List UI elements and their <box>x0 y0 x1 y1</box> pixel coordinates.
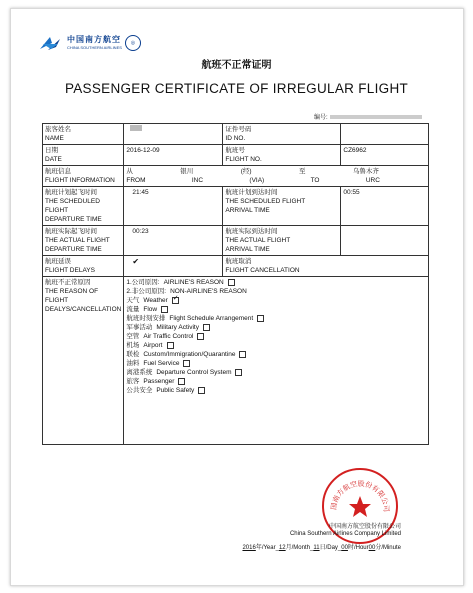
reason-en: Weather <box>143 297 168 304</box>
reason-item <box>126 386 426 395</box>
reason-item <box>126 332 426 341</box>
flight-no-label-cn: 航班号 <box>225 147 245 154</box>
reason-cn: 机场 <box>126 342 140 349</box>
to-code: URC <box>365 177 380 184</box>
id-label-en: ID NO. <box>225 135 246 142</box>
reason-en: Passenger <box>143 378 175 385</box>
month-value: 12 <box>278 545 286 551</box>
reason-cn: 联检 <box>126 351 140 358</box>
reason-item <box>126 359 426 368</box>
reason-cn: 航班时刻安排 <box>126 315 166 322</box>
reason-label-en2: DEALYS/CANCELLATION <box>45 306 122 313</box>
flight-no-value: CZ6962 <box>343 147 367 154</box>
sched-arr-value: 00:55 <box>343 189 360 196</box>
reason-checkbox[interactable] <box>183 360 190 367</box>
reason-cn: 军事活动 <box>126 324 153 331</box>
reason-cn: 2.非公司原因: <box>126 288 167 295</box>
flight-no-label-en: FLIGHT NO. <box>225 156 262 163</box>
info-label-en: FLIGHT INFORMATION <box>45 177 115 184</box>
reason-label-cn: 航班不正常原因 <box>45 279 91 286</box>
reason-checkbox[interactable] <box>161 306 168 313</box>
minute-value: 00 <box>368 545 376 551</box>
emblem-icon: ◎ <box>125 35 141 51</box>
reason-label-en1: THE REASON OF FLIGHT <box>45 288 99 304</box>
reason-checkbox[interactable] <box>203 324 210 331</box>
serial-number <box>314 112 422 121</box>
reason-checkbox[interactable] <box>235 369 242 376</box>
reason-checkbox[interactable] <box>178 378 185 385</box>
reason-cn: 油料 <box>126 360 140 367</box>
sched-dep-en2: DEPARTURE TIME <box>45 216 102 223</box>
reason-en: NON-AIRLINE'S REASON <box>170 288 247 295</box>
sched-dep-cn: 航班计划起飞时间 <box>45 189 97 196</box>
reason-cn: 天气 <box>126 297 140 304</box>
reason-en: Flow <box>143 306 158 313</box>
month-label: 月/Month_ <box>285 545 314 551</box>
reason-item <box>126 350 426 359</box>
flight-form-table <box>42 123 429 445</box>
reason-checkbox[interactable] <box>257 315 264 322</box>
sched-dep-value: 21:45 <box>132 189 149 196</box>
serial-redacted <box>330 115 422 119</box>
name-label-en: NAME <box>45 135 64 142</box>
from-code: INC <box>191 177 204 184</box>
delay-check-mark: ✔ <box>132 257 140 266</box>
day-value: 11 <box>313 545 320 551</box>
hour-value: 00 <box>341 545 348 551</box>
date-label-cn: 日期 <box>45 147 58 154</box>
row-reason <box>43 277 429 445</box>
reason-en: Departure Control System <box>156 369 232 376</box>
row-flight-info <box>43 166 429 187</box>
logo-text-cn: 中国南方航空 <box>67 35 121 44</box>
row-delay <box>43 256 429 277</box>
company-name-cn: 中国南方航空股份有限公司 <box>328 524 401 530</box>
reason-checkbox[interactable] <box>228 279 235 286</box>
info-label-cn: 航班信息 <box>45 168 71 175</box>
reason-cn: 空管 <box>126 333 140 340</box>
act-arr-en2: ARRIVAL TIME <box>225 246 270 253</box>
sched-arr-cn: 航班计划到达时间 <box>225 189 278 196</box>
reason-en: Fuel Service <box>143 360 180 367</box>
reason-item <box>126 287 426 296</box>
reason-item <box>126 278 426 287</box>
reason-item <box>126 368 426 377</box>
title-cn: 航班不正常证明 <box>201 60 272 71</box>
act-dep-value: 00:23 <box>132 228 149 235</box>
to-value-cn: 乌鲁木齐 <box>352 168 379 175</box>
reason-item <box>126 341 426 350</box>
reason-checkbox[interactable] <box>198 387 205 394</box>
reason-en: Military Activity <box>156 324 199 331</box>
minute-label: 分/Minute <box>375 545 401 551</box>
reason-item <box>126 377 426 386</box>
hour-label: 时/Hour <box>347 545 369 551</box>
day-label: 日/Day_ <box>319 545 342 551</box>
row-actual <box>43 226 429 256</box>
reason-cn: 1.公司原因: <box>126 279 160 286</box>
date-value: 2016-12-09 <box>126 147 160 154</box>
kapok-flower-icon <box>38 34 64 52</box>
company-name-en: China Southern Airlines Company Limited <box>289 531 401 537</box>
cancel-label-cn: 航班取消 <box>225 258 252 265</box>
act-arr-cn: 航班实际到达时间 <box>225 228 278 235</box>
from-value-cn: 银川 <box>180 168 194 175</box>
reason-item <box>126 314 426 323</box>
reason-cn: 旅客 <box>126 378 140 385</box>
row-scheduled <box>43 187 429 226</box>
reason-checkbox[interactable] <box>167 342 174 349</box>
reason-en: Flight Schedule Arrangement <box>169 315 254 322</box>
id-label-cn: 证件号码 <box>225 126 252 133</box>
issue-date <box>242 542 401 551</box>
reason-en: Airport <box>143 342 163 349</box>
act-dep-cn: 航班实际起飞时间 <box>45 228 97 235</box>
name-label-cn: 旅客姓名 <box>45 126 71 133</box>
reason-en: Air Traffic Control <box>143 333 194 340</box>
reason-cn: 流量 <box>126 306 140 313</box>
reason-en: Custom/Immigration/Quarantine <box>143 351 236 358</box>
reason-item <box>126 323 426 332</box>
sched-arr-en2: ARRIVAL TIME <box>225 207 270 214</box>
logo-text-en: CHINA SOUTHERN AIRLINES <box>67 45 122 50</box>
to-en: TO <box>310 177 320 184</box>
act-dep-en1: THE ACTUAL FLIGHT <box>45 237 110 244</box>
from-en: FROM <box>126 177 146 184</box>
delay-label-en: FLIGHT DELAYS <box>45 267 95 274</box>
from-cn: 从 <box>126 168 133 175</box>
delay-label-cn: 航班延误 <box>45 258 71 265</box>
reason-en: AIRLINE'S REASON <box>163 279 224 286</box>
title-en: PASSENGER CERTIFICATE OF IRREGULAR FLIGHT <box>64 81 409 96</box>
reason-item <box>126 305 426 314</box>
act-dep-en2: DEPARTURE TIME <box>45 246 102 253</box>
act-arr-en1: THE ACTUAL FLIGHT <box>225 237 291 244</box>
to-cn: 至 <box>298 168 306 175</box>
via-cn: (经) <box>240 168 252 175</box>
year-value: 2016 <box>242 545 256 551</box>
row-date <box>43 145 429 166</box>
reason-item <box>126 296 426 305</box>
sched-dep-en1: THE SCHEDULED FLIGHT <box>45 198 100 214</box>
reason-list <box>126 278 426 395</box>
name-redacted <box>130 125 142 131</box>
reason-checkbox[interactable] <box>197 333 204 340</box>
reason-en: Public Safety <box>156 387 195 394</box>
airline-logo <box>38 34 141 52</box>
via-en: (VIA) <box>249 177 265 184</box>
row-name <box>43 124 429 145</box>
cancel-label-en: FLIGHT CANCELLATION <box>225 267 300 274</box>
year-label: 年/Year_ <box>255 545 279 551</box>
reason-checkbox[interactable] <box>172 297 179 304</box>
reason-cn: 离港系统 <box>126 369 153 376</box>
sched-arr-en1: THE SCHEDULED FLIGHT <box>225 198 306 205</box>
reason-cn: 公共安全 <box>126 387 153 394</box>
date-label-en: DATE <box>45 156 62 163</box>
svg-text:国南方航空股份有限公司: 国南方航空股份有限公司 <box>330 480 390 513</box>
serial-label: 编号: <box>314 115 328 121</box>
reason-checkbox[interactable] <box>239 351 246 358</box>
